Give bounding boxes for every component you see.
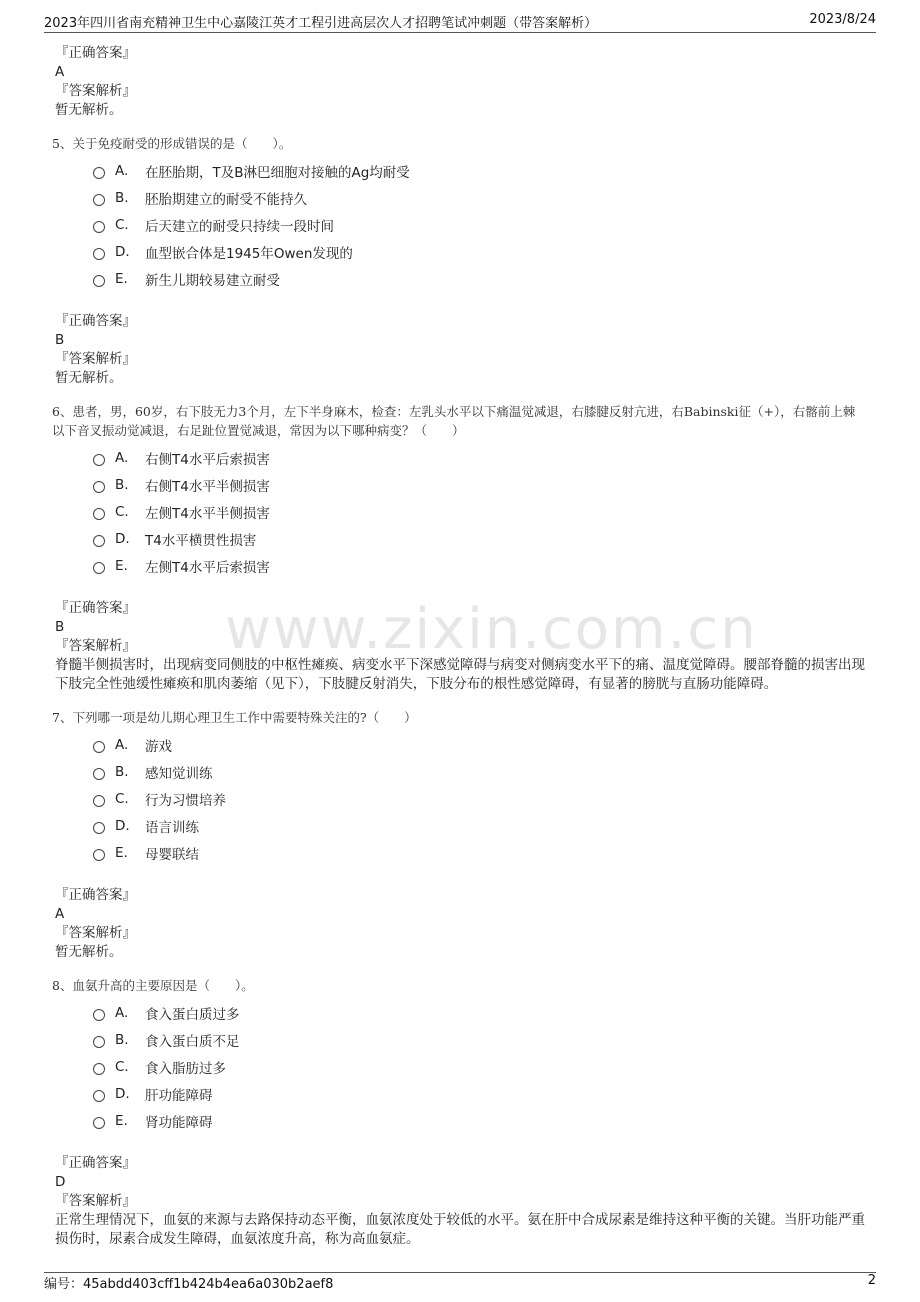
analysis-label: 『答案解析』	[55, 83, 136, 99]
option-d[interactable]	[93, 812, 875, 839]
option-letter: D.	[115, 243, 130, 260]
option-d[interactable]	[93, 1080, 875, 1107]
option-d[interactable]	[93, 238, 875, 265]
option-text: 左侧T4水平半侧损害	[145, 505, 270, 522]
option-letter: E.	[115, 270, 128, 287]
answer-block-prev	[55, 44, 875, 120]
answer-block	[55, 312, 875, 388]
option-letter: B.	[115, 476, 129, 493]
radio-icon[interactable]	[93, 508, 105, 520]
radio-icon[interactable]	[93, 535, 105, 547]
option-c[interactable]	[93, 211, 875, 238]
page-footer	[44, 1272, 876, 1293]
question-6	[52, 402, 875, 694]
answer-block	[55, 1154, 875, 1249]
option-letter: C.	[115, 790, 129, 807]
question-7	[52, 708, 875, 962]
option-text: T4水平横贯性损害	[145, 532, 257, 549]
option-letter: B.	[115, 189, 129, 206]
option-text: 食入蛋白质过多	[145, 1006, 240, 1023]
radio-icon[interactable]	[93, 795, 105, 807]
radio-icon[interactable]	[93, 822, 105, 834]
page-header	[44, 10, 876, 33]
question-8	[52, 976, 875, 1249]
radio-icon[interactable]	[93, 1036, 105, 1048]
option-letter: A.	[115, 162, 129, 179]
analysis-text: 暂无解析。	[55, 370, 123, 386]
option-e[interactable]	[93, 1107, 875, 1134]
option-a[interactable]	[93, 157, 875, 184]
option-text: 新生儿期较易建立耐受	[145, 272, 280, 289]
option-text: 在胚胎期，T及B淋巴细胞对接触的Ag均耐受	[145, 164, 410, 181]
option-letter: E.	[115, 844, 128, 861]
option-c[interactable]	[93, 785, 875, 812]
option-text: 肝功能障碍	[145, 1087, 213, 1104]
analysis-text: 暂无解析。	[55, 102, 123, 118]
correct-answer-value: A	[55, 906, 65, 922]
radio-icon[interactable]	[93, 1117, 105, 1129]
correct-answer-value: D	[55, 1174, 66, 1190]
correct-answer-value: B	[55, 332, 65, 348]
options-list	[93, 444, 875, 579]
option-letter: B.	[115, 763, 129, 780]
options-list	[93, 731, 875, 866]
option-letter: A.	[115, 1004, 129, 1021]
option-letter: A.	[115, 736, 129, 753]
document-date: 2023/8/24	[809, 12, 876, 27]
option-e[interactable]	[93, 265, 875, 292]
correct-answer-label: 『正确答案』	[55, 887, 136, 903]
option-letter: D.	[115, 817, 130, 834]
analysis-text: 脊髓半侧损害时，出现病变同侧肢的中枢性瘫痪、病变水平下深感觉障碍与病变对侧病变水平下的痛、温度觉障碍。腰部脊髓的损害出现下肢完全性弛缓性瘫痪和肌肉萎缩（见下），下肢腱反射消失，下肢分布的根性感觉障碍，有显著的膀胱与直肠功能障碍。	[55, 657, 865, 692]
option-b[interactable]	[93, 471, 875, 498]
option-letter: E.	[115, 1112, 128, 1129]
option-c[interactable]	[93, 1053, 875, 1080]
option-letter: B.	[115, 1031, 129, 1048]
option-text: 食入蛋白质不足	[145, 1033, 240, 1050]
watermark: www.zixin.com.cn	[225, 597, 758, 662]
option-e[interactable]	[93, 839, 875, 866]
question-stem: 5、关于免疫耐受的形成错误的是（ ）。	[52, 136, 292, 151]
radio-icon[interactable]	[93, 1090, 105, 1102]
option-b[interactable]	[93, 184, 875, 211]
option-text: 语言训练	[145, 819, 199, 836]
option-text: 胚胎期建立的耐受不能持久	[145, 191, 307, 208]
analysis-text: 正常生理情况下，血氨的来源与去路保持动态平衡，血氨浓度处于较低的水平。氨在肝中合成尿素是维持这种平衡的关键。当肝功能严重损伤时，尿素合成发生障碍，血氨浓度升高，称为高血氨症。	[55, 1212, 865, 1247]
radio-icon[interactable]	[93, 481, 105, 493]
document-body	[52, 44, 875, 1263]
option-text: 右侧T4水平半侧损害	[145, 478, 270, 495]
option-c[interactable]	[93, 498, 875, 525]
correct-answer-label: 『正确答案』	[55, 1155, 136, 1171]
options-list	[93, 157, 875, 292]
option-letter: C.	[115, 1058, 129, 1075]
option-letter: C.	[115, 216, 129, 233]
correct-answer-label: 『正确答案』	[55, 45, 136, 61]
radio-icon[interactable]	[93, 1063, 105, 1075]
options-list	[93, 999, 875, 1134]
radio-icon[interactable]	[93, 562, 105, 574]
option-b[interactable]	[93, 1026, 875, 1053]
option-text: 游戏	[145, 738, 172, 755]
option-a[interactable]	[93, 444, 875, 471]
option-text: 左侧T4水平后索损害	[145, 559, 270, 576]
option-d[interactable]	[93, 525, 875, 552]
option-letter: A.	[115, 449, 129, 466]
document-code: 编号：45abdd403cff1b424b4ea6a030b2aef8	[44, 1277, 334, 1292]
radio-icon[interactable]	[93, 741, 105, 753]
answer-block	[55, 599, 875, 694]
analysis-label: 『答案解析』	[55, 351, 136, 367]
option-letter: D.	[115, 1085, 130, 1102]
radio-icon[interactable]	[93, 1009, 105, 1021]
option-text: 后天建立的耐受只持续一段时间	[145, 218, 334, 235]
option-e[interactable]	[93, 552, 875, 579]
question-stem: 7、下列哪一项是幼儿期心理卫生工作中需要特殊关注的?（ ）	[52, 710, 417, 725]
correct-answer-value: B	[55, 619, 65, 635]
analysis-text: 暂无解析。	[55, 944, 123, 960]
correct-answer-label: 『正确答案』	[55, 313, 136, 329]
analysis-label: 『答案解析』	[55, 1193, 136, 1209]
option-text: 行为习惯培养	[145, 792, 226, 809]
radio-icon[interactable]	[93, 454, 105, 466]
option-a[interactable]	[93, 731, 875, 758]
radio-icon[interactable]	[93, 248, 105, 260]
option-text: 肾功能障碍	[145, 1114, 213, 1131]
question-5	[52, 134, 875, 388]
option-letter: C.	[115, 503, 129, 520]
correct-answer-label: 『正确答案』	[55, 600, 136, 616]
option-a[interactable]	[93, 999, 875, 1026]
option-text: 食入脂肪过多	[145, 1060, 226, 1077]
radio-icon[interactable]	[93, 768, 105, 780]
option-letter: E.	[115, 557, 128, 574]
option-b[interactable]	[93, 758, 875, 785]
document-title: 2023年四川省南充精神卫生中心嘉陵江英才工程引进高层次人才招聘笔试冲刺题（带答案解析）	[44, 16, 598, 31]
option-text: 右侧T4水平后索损害	[145, 451, 270, 468]
radio-icon[interactable]	[93, 275, 105, 287]
option-text: 感知觉训练	[145, 765, 213, 782]
analysis-label: 『答案解析』	[55, 638, 136, 654]
radio-icon[interactable]	[93, 167, 105, 179]
radio-icon[interactable]	[93, 194, 105, 206]
correct-answer-value: A	[55, 64, 65, 80]
analysis-label: 『答案解析』	[55, 925, 136, 941]
answer-block	[55, 886, 875, 962]
option-letter: D.	[115, 530, 130, 547]
option-text: 血型嵌合体是1945年Owen发现的	[145, 245, 353, 262]
radio-icon[interactable]	[93, 221, 105, 233]
question-stem: 6、患者，男，60岁，右下肢无力3个月，左下半身麻木，检查：左乳头水平以下痛温觉减退，右膝腱反射亢进，右Babinski征（+），右髂前上棘以下音叉振动觉减退，右足趾位置觉减退，常因为以下哪种病变？（ ）	[52, 404, 856, 438]
question-stem: 8、血氨升高的主要原因是（ ）。	[52, 978, 254, 993]
radio-icon[interactable]	[93, 849, 105, 861]
page-number: 2	[867, 1273, 876, 1288]
option-text: 母婴联结	[145, 846, 199, 863]
